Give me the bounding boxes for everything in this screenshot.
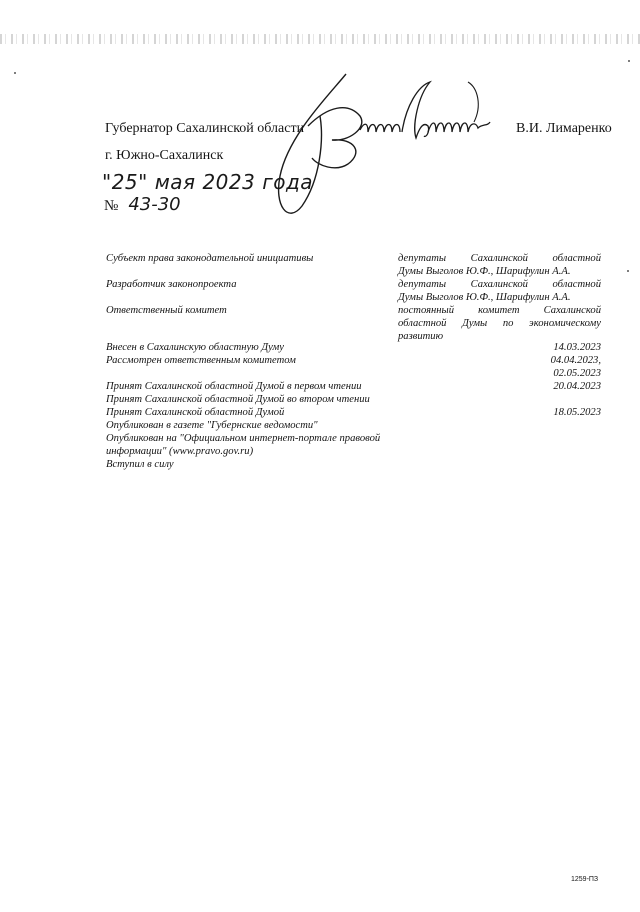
adopted-label: Принят Сахалинской областной Думой (106, 407, 285, 418)
published-newspaper-label: Опубликован в газете "Губернские ведомости" (106, 420, 318, 431)
number-handwritten: 43-30 (128, 194, 181, 215)
submitted-label: Внесен в Сахалинскую областную Думу (106, 342, 284, 353)
document-number (104, 194, 181, 215)
initiative-subject-value-1: депутаты Сахалинской областной (398, 253, 601, 264)
responsible-committee-value-3: развитию (398, 331, 444, 342)
in-force-label: Вступил в силу (106, 459, 174, 470)
initiative-subject-label: Субъект права законодательной инициативы (106, 253, 314, 264)
responsible-committee-value-1: постоянный комитет Сахалинской (398, 305, 601, 316)
first-reading-date: 20.04.2023 (553, 381, 601, 392)
governor-title: Губернатор Сахалинской области (105, 121, 305, 136)
submitted-date: 14.03.2023 (553, 342, 601, 353)
responsible-committee-label: Ответственный комитет (106, 305, 227, 316)
responsible-committee-value-2: областной Думы по экономическому (398, 318, 601, 329)
first-reading-label: Принят Сахалинской областной Думой в первом чтении (106, 381, 362, 392)
signing-date-handwritten: "25" мая 2023 года (102, 170, 314, 194)
adopted-date: 18.05.2023 (553, 407, 601, 418)
reviewed-date-2: 02.05.2023 (553, 368, 601, 379)
developer-label: Разработчик законопроекта (106, 279, 237, 290)
published-portal-label-2: информации" (www.pravo.gov.ru) (106, 446, 254, 457)
second-reading-label: Принят Сахалинской областной Думой во втором чтении (106, 394, 370, 405)
developer-value-2: Думы Выголов Ю.Ф., Шарифулин А.А. (398, 292, 571, 303)
number-label: № (104, 198, 119, 214)
city: г. Южно-Сахалинск (105, 148, 224, 163)
governor-name: В.И. Лимаренко (516, 121, 612, 136)
published-portal-label-1: Опубликован на "Официальном интернет-портале правовой (106, 433, 381, 444)
scan-speck (14, 72, 16, 74)
document-code: 1259-ПЗ (571, 876, 599, 883)
scan-speck (627, 270, 629, 272)
scan-artifact (0, 34, 640, 44)
reviewed-date-1: 04.04.2023, (550, 355, 601, 366)
initiative-subject-value-2: Думы Выголов Ю.Ф., Шарифулин А.А. (398, 266, 571, 277)
reviewed-label: Рассмотрен ответственным комитетом (106, 355, 296, 366)
developer-value-1: депутаты Сахалинской областной (398, 279, 601, 290)
signature-image (268, 66, 508, 226)
scan-speck (628, 60, 630, 62)
